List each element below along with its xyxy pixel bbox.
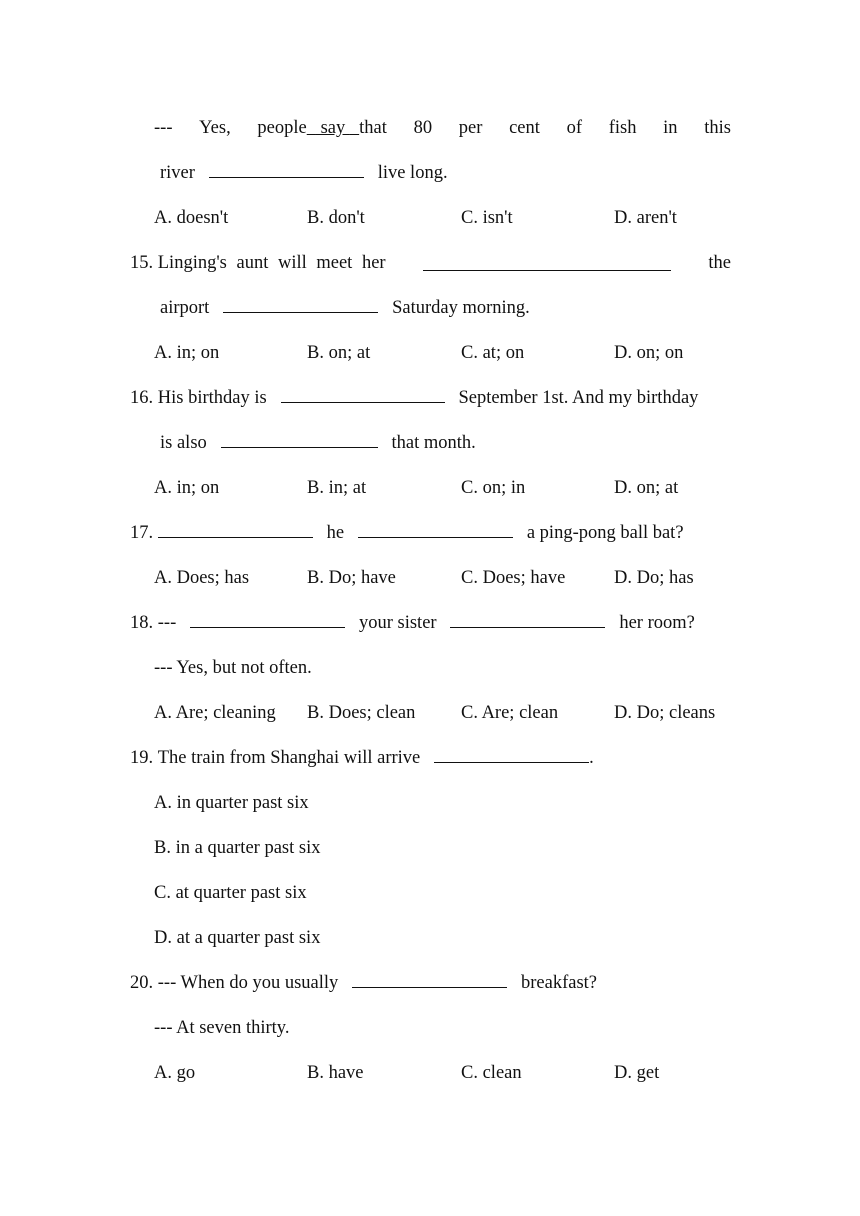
answer-blank[interactable] bbox=[190, 613, 345, 628]
option-a[interactable]: A. Does; has bbox=[154, 568, 250, 588]
underlined-word: say bbox=[315, 118, 350, 138]
word: --- bbox=[154, 118, 173, 138]
q15-line2: airport Saturday morning. bbox=[160, 298, 530, 318]
question-number: 19. bbox=[130, 748, 154, 768]
option-b[interactable]: B. in a quarter past six bbox=[154, 838, 321, 858]
question-number: 18. bbox=[130, 613, 154, 633]
q17-line1: 17. he a ping-pong ball bat? bbox=[130, 523, 684, 543]
q16-line2: is also that month. bbox=[160, 433, 476, 453]
option-a[interactable]: A. in; on bbox=[154, 343, 220, 363]
option-d[interactable]: D. on; at bbox=[614, 478, 679, 498]
option-d[interactable]: D. Do; cleans bbox=[614, 703, 716, 723]
option-a[interactable]: A. Are; cleaning bbox=[154, 703, 276, 723]
option-c[interactable]: C. on; in bbox=[461, 478, 526, 498]
option-d[interactable]: D. Do; has bbox=[614, 568, 694, 588]
question-number: 17. bbox=[130, 523, 154, 543]
word: 80 bbox=[413, 118, 433, 138]
option-a[interactable]: A. in quarter past six bbox=[154, 793, 309, 813]
q15-line1: 15. Linging's aunt will meet her the bbox=[130, 253, 731, 273]
option-d[interactable]: D. on; on bbox=[614, 343, 684, 363]
word: per bbox=[458, 118, 483, 138]
answer-blank[interactable] bbox=[352, 973, 507, 988]
option-b[interactable]: B. Does; clean bbox=[307, 703, 416, 723]
word: people say that bbox=[257, 118, 387, 138]
q18-line1: 18. --- your sister her room? bbox=[130, 613, 695, 633]
option-b[interactable]: B. in; at bbox=[307, 478, 367, 498]
q16-line1: 16. His birthday is September 1st. And my birthday bbox=[130, 388, 699, 408]
option-d[interactable]: D. get bbox=[614, 1063, 660, 1083]
q14-line2: river live long. bbox=[160, 163, 448, 183]
option-b[interactable]: B. on; at bbox=[307, 343, 371, 363]
answer-blank[interactable] bbox=[209, 163, 364, 178]
option-a[interactable]: A. go bbox=[154, 1063, 196, 1083]
question-number: 16. bbox=[130, 388, 154, 408]
option-d[interactable]: D. aren't bbox=[614, 208, 677, 228]
word: in bbox=[663, 118, 678, 138]
answer-blank[interactable] bbox=[358, 523, 513, 538]
option-c[interactable]: C. Does; have bbox=[461, 568, 566, 588]
option-a[interactable]: A. doesn't bbox=[154, 208, 229, 228]
option-b[interactable]: B. don't bbox=[307, 208, 365, 228]
q14-line1 bbox=[154, 117, 731, 139]
option-c[interactable]: C. isn't bbox=[461, 208, 513, 228]
answer-blank[interactable] bbox=[450, 613, 605, 628]
q19-line1: 19. The train from Shanghai will arrive . bbox=[130, 748, 594, 768]
question-number: 15. bbox=[130, 253, 154, 273]
word: of bbox=[566, 118, 582, 138]
option-c[interactable]: C. at quarter past six bbox=[154, 883, 307, 903]
option-c[interactable]: C. at; on bbox=[461, 343, 525, 363]
option-a[interactable]: A. in; on bbox=[154, 478, 220, 498]
question-number: 20. bbox=[130, 973, 154, 993]
answer-blank[interactable] bbox=[281, 388, 445, 403]
q20-line1: 20. --- When do you usually breakfast? bbox=[130, 973, 598, 993]
option-c[interactable]: C. Are; clean bbox=[461, 703, 559, 723]
q20-reply: --- At seven thirty. bbox=[154, 1018, 290, 1038]
option-b[interactable]: B. have bbox=[307, 1063, 364, 1083]
word: cent bbox=[509, 118, 540, 138]
question-stem: Linging's aunt will meet her bbox=[157, 253, 386, 273]
answer-blank[interactable] bbox=[221, 433, 378, 448]
q18-reply: --- Yes, but not often. bbox=[154, 658, 312, 678]
word: this bbox=[704, 118, 731, 138]
answer-blank[interactable] bbox=[434, 748, 589, 763]
option-d[interactable]: D. at a quarter past six bbox=[154, 928, 321, 948]
word: fish bbox=[608, 118, 637, 138]
answer-blank[interactable] bbox=[158, 523, 313, 538]
answer-blank[interactable] bbox=[223, 298, 378, 313]
answer-blank[interactable] bbox=[423, 256, 671, 271]
word: Yes, bbox=[199, 118, 231, 138]
option-c[interactable]: C. clean bbox=[461, 1063, 522, 1083]
option-b[interactable]: B. Do; have bbox=[307, 568, 396, 588]
